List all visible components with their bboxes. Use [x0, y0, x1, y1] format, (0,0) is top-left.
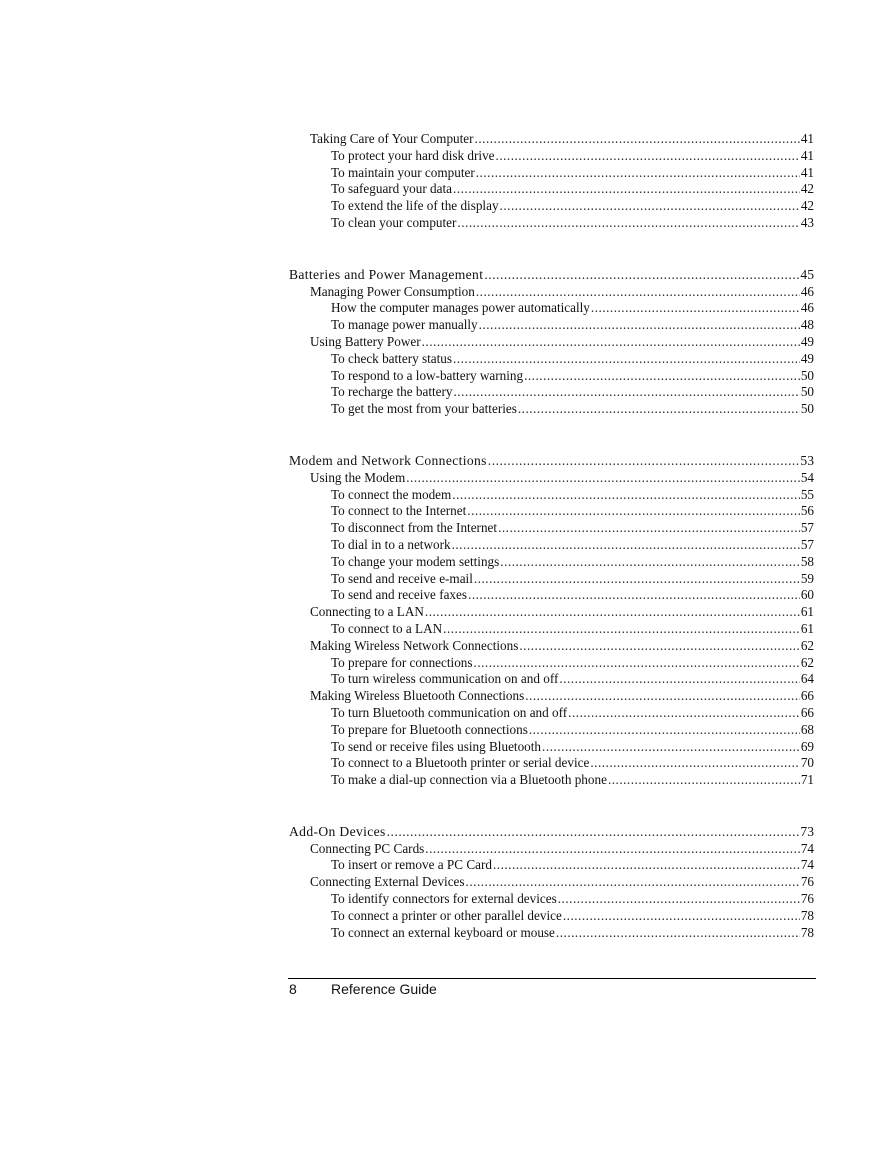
- toc-entry-title: To send or receive files using Bluetooth: [331, 738, 542, 754]
- toc-entry-page: 73: [800, 823, 814, 839]
- toc-entry-title: To clean your computer: [331, 214, 457, 230]
- toc-entry-page: 64: [800, 671, 814, 687]
- toc-entry-title: To extend the life of the display: [331, 198, 499, 214]
- dot-leader: [563, 908, 800, 925]
- toc-entry-title: Using Battery Power: [310, 333, 421, 349]
- dot-leader: [467, 503, 800, 520]
- toc-subsection-entry[interactable]: [289, 487, 814, 504]
- toc-entry-page: 62: [800, 654, 814, 670]
- toc-entry-title: To change your modem settings: [331, 553, 500, 569]
- dot-leader: [500, 198, 800, 215]
- toc-subsection-entry[interactable]: [289, 739, 814, 756]
- toc-subsection-entry[interactable]: [289, 384, 814, 401]
- toc-chapter-entry[interactable]: [289, 267, 814, 284]
- toc-entry-title: How the computer manages power automatically: [331, 300, 590, 316]
- table-of-contents: [289, 131, 814, 941]
- toc-subsection-entry[interactable]: [289, 587, 814, 604]
- toc-entry-title: To insert or remove a PC Card: [331, 857, 492, 873]
- toc-entry-page: 66: [800, 688, 814, 704]
- toc-entry-title: Connecting PC Cards: [310, 840, 425, 856]
- toc-entry-page: 54: [800, 469, 814, 485]
- dot-leader: [590, 755, 799, 772]
- toc-entry-page: 78: [800, 907, 814, 923]
- toc-entry-title: To connect an external keyboard or mouse: [331, 924, 555, 940]
- toc-subsection-entry[interactable]: [289, 165, 814, 182]
- dot-leader: [474, 571, 800, 588]
- toc-entry-page: 41: [800, 147, 814, 163]
- dot-leader: [452, 487, 800, 504]
- toc-entry-title: To recharge the battery: [331, 384, 453, 400]
- dot-leader: [559, 671, 799, 688]
- toc-entry-page: 41: [800, 164, 814, 180]
- toc-entry-title: Taking Care of Your Computer: [310, 131, 474, 146]
- toc-entry-page: 68: [800, 721, 814, 737]
- toc-subsection-entry[interactable]: [289, 215, 814, 232]
- footer-rule: [288, 978, 816, 979]
- dot-leader: [479, 317, 800, 334]
- toc-subsection-entry[interactable]: [289, 368, 814, 385]
- toc-entry-page: 55: [800, 486, 814, 502]
- toc-entry-title: To send and receive e-mail: [331, 570, 473, 586]
- toc-entry-page: 58: [800, 553, 814, 569]
- toc-entry-title: To send and receive faxes: [331, 587, 468, 603]
- page-footer: [289, 981, 437, 997]
- dot-leader: [608, 772, 800, 789]
- dot-leader: [443, 621, 800, 638]
- toc-subsection-entry[interactable]: [289, 198, 814, 215]
- toc-entry-title: To connect to a LAN: [331, 620, 443, 636]
- toc-subsection-entry[interactable]: [289, 722, 814, 739]
- dot-leader: [476, 165, 800, 182]
- toc-section-entry[interactable]: [289, 638, 814, 655]
- toc-subsection-entry[interactable]: [289, 891, 814, 908]
- dot-leader: [498, 520, 800, 537]
- toc-entry-page: 74: [800, 840, 814, 856]
- toc-entry-title: To prepare for Bluetooth connections: [331, 721, 528, 737]
- toc-section-entry[interactable]: [289, 841, 814, 858]
- toc-entry-title: To connect the modem: [331, 486, 452, 502]
- toc-subsection-entry[interactable]: [289, 181, 814, 198]
- footer-page-number: 8: [289, 981, 297, 997]
- toc-subsection-entry[interactable]: [289, 503, 814, 520]
- toc-entry-title: To safeguard your data: [331, 181, 453, 197]
- toc-entry-title: To dial in to a network: [331, 536, 451, 552]
- dot-leader: [558, 891, 800, 908]
- toc-entry-page: 49: [800, 350, 814, 366]
- toc-entry-page: 50: [800, 367, 814, 383]
- toc-entry-page: 78: [800, 924, 814, 940]
- toc-entry-title: Managing Power Consumption: [310, 283, 475, 299]
- toc-entry-page: 61: [800, 620, 814, 636]
- dot-leader: [556, 925, 800, 942]
- toc-subsection-entry[interactable]: [289, 351, 814, 368]
- dot-leader: [454, 384, 800, 401]
- dot-leader: [493, 857, 800, 874]
- toc-entry-title: To connect a printer or other parallel device: [331, 907, 562, 923]
- dot-leader: [500, 554, 800, 571]
- toc-section-entry[interactable]: [289, 131, 814, 148]
- toc-entry-page: 41: [800, 131, 814, 146]
- dot-leader: [542, 739, 800, 756]
- toc-entry-title: To prepare for connections: [331, 654, 473, 670]
- toc-entry-page: 57: [800, 536, 814, 552]
- dot-leader: [453, 351, 800, 368]
- toc-entry-title: To make a dial-up connection via a Bluetooth phone: [331, 772, 607, 788]
- dot-leader: [466, 874, 800, 891]
- toc-entry-title: To turn wireless communication on and off: [331, 671, 559, 687]
- section-gap: [289, 232, 814, 267]
- toc-entry-title: Add-On Devices: [289, 823, 386, 839]
- toc-entry-page: 74: [800, 857, 814, 873]
- toc-subsection-entry[interactable]: [289, 705, 814, 722]
- toc-section-entry[interactable]: [289, 874, 814, 891]
- toc-section-entry[interactable]: [289, 334, 814, 351]
- toc-entry-page: 60: [800, 587, 814, 603]
- toc-entry-page: 61: [800, 604, 814, 620]
- toc-entry-title: To check battery status: [331, 350, 453, 366]
- toc-subsection-entry[interactable]: [289, 148, 814, 165]
- footer-title: Reference Guide: [331, 981, 437, 997]
- toc-entry-page: 42: [800, 181, 814, 197]
- toc-chapter-entry[interactable]: [289, 453, 814, 470]
- toc-subsection-entry[interactable]: [289, 621, 814, 638]
- dot-leader: [457, 215, 799, 232]
- toc-subsection-entry[interactable]: [289, 401, 814, 418]
- toc-entry-page: 56: [800, 503, 814, 519]
- toc-entry-title: Batteries and Power Management: [289, 266, 484, 282]
- toc-entry-page: 45: [800, 266, 814, 282]
- toc-subsection-entry[interactable]: [289, 655, 814, 672]
- toc-subsection-entry[interactable]: [289, 571, 814, 588]
- toc-entry-title: To connect to a Bluetooth printer or serial device: [331, 755, 590, 771]
- toc-entry-page: 70: [800, 755, 814, 771]
- toc-section-entry[interactable]: [289, 470, 814, 487]
- toc-entry-page: 69: [800, 738, 814, 754]
- toc-subsection-entry[interactable]: [289, 755, 814, 772]
- toc-subsection-entry[interactable]: [289, 520, 814, 537]
- toc-entry-page: 57: [800, 520, 814, 536]
- toc-subsection-entry[interactable]: [289, 317, 814, 334]
- dot-leader: [591, 300, 800, 317]
- dot-leader: [525, 688, 800, 705]
- dot-leader: [519, 638, 799, 655]
- dot-leader: [453, 181, 800, 198]
- section-gap: [289, 789, 814, 824]
- toc-subsection-entry[interactable]: [289, 300, 814, 317]
- toc-subsection-entry[interactable]: [289, 554, 814, 571]
- toc-entry-page: 76: [800, 874, 814, 890]
- dot-leader: [524, 368, 800, 385]
- toc-entry-title: Connecting to a LAN: [310, 604, 424, 620]
- toc-entry-page: 62: [800, 637, 814, 653]
- toc-entry-title: To protect your hard disk drive: [331, 147, 495, 163]
- toc-entry-title: Making Wireless Bluetooth Connections: [310, 688, 525, 704]
- toc-section-entry[interactable]: [289, 604, 814, 621]
- toc-entry-title: Modem and Network Connections: [289, 452, 487, 468]
- toc-entry-title: To identify connectors for external devices: [331, 891, 557, 907]
- toc-entry-title: To turn Bluetooth communication on and off: [331, 704, 568, 720]
- toc-chapter-entry[interactable]: [289, 824, 814, 841]
- dot-leader: [568, 705, 800, 722]
- toc-subsection-entry[interactable]: [289, 671, 814, 688]
- toc-entry-page: 43: [800, 214, 814, 230]
- toc-entry-page: 48: [800, 317, 814, 333]
- toc-entry-page: 66: [800, 704, 814, 720]
- toc-entry-title: To respond to a low-battery warning: [331, 367, 524, 383]
- toc-entry-page: 50: [800, 384, 814, 400]
- toc-entry-page: 42: [800, 198, 814, 214]
- toc-subsection-entry[interactable]: [289, 857, 814, 874]
- toc-subsection-entry[interactable]: [289, 925, 814, 942]
- dot-leader: [496, 148, 800, 165]
- toc-entry-title: To disconnect from the Internet: [331, 520, 498, 536]
- dot-leader: [488, 453, 800, 470]
- toc-entry-page: 71: [800, 772, 814, 788]
- toc-subsection-entry[interactable]: [289, 908, 814, 925]
- toc-section-entry[interactable]: [289, 688, 814, 705]
- toc-section-entry[interactable]: [289, 284, 814, 301]
- section-gap: [289, 418, 814, 453]
- dot-leader: [422, 334, 800, 351]
- dot-leader: [484, 267, 799, 284]
- toc-entry-title: Using the Modem: [310, 469, 406, 485]
- toc-entry-page: 46: [800, 283, 814, 299]
- toc-entry-title: To manage power manually: [331, 317, 478, 333]
- dot-leader: [474, 655, 800, 672]
- dot-leader: [387, 824, 800, 841]
- toc-entry-title: To get the most from your batteries: [331, 401, 517, 417]
- dot-leader: [406, 470, 800, 487]
- dot-leader: [452, 537, 800, 554]
- toc-subsection-entry[interactable]: [289, 537, 814, 554]
- toc-entry-page: 59: [800, 570, 814, 586]
- toc-subsection-entry[interactable]: [289, 772, 814, 789]
- toc-entry-page: 53: [800, 452, 814, 468]
- dot-leader: [425, 841, 800, 858]
- toc-entry-title: Making Wireless Network Connections: [310, 637, 519, 653]
- toc-entry-page: 76: [800, 891, 814, 907]
- toc-entry-page: 46: [800, 300, 814, 316]
- dot-leader: [529, 722, 800, 739]
- dot-leader: [468, 587, 800, 604]
- toc-entry-page: 50: [800, 401, 814, 417]
- toc-entry-page: 49: [800, 333, 814, 349]
- dot-leader: [476, 284, 800, 301]
- dot-leader: [425, 604, 800, 621]
- dot-leader: [518, 401, 800, 418]
- dot-leader: [475, 131, 800, 148]
- toc-entry-title: Connecting External Devices: [310, 874, 465, 890]
- toc-entry-title: To connect to the Internet: [331, 503, 467, 519]
- toc-entry-title: To maintain your computer: [331, 164, 475, 180]
